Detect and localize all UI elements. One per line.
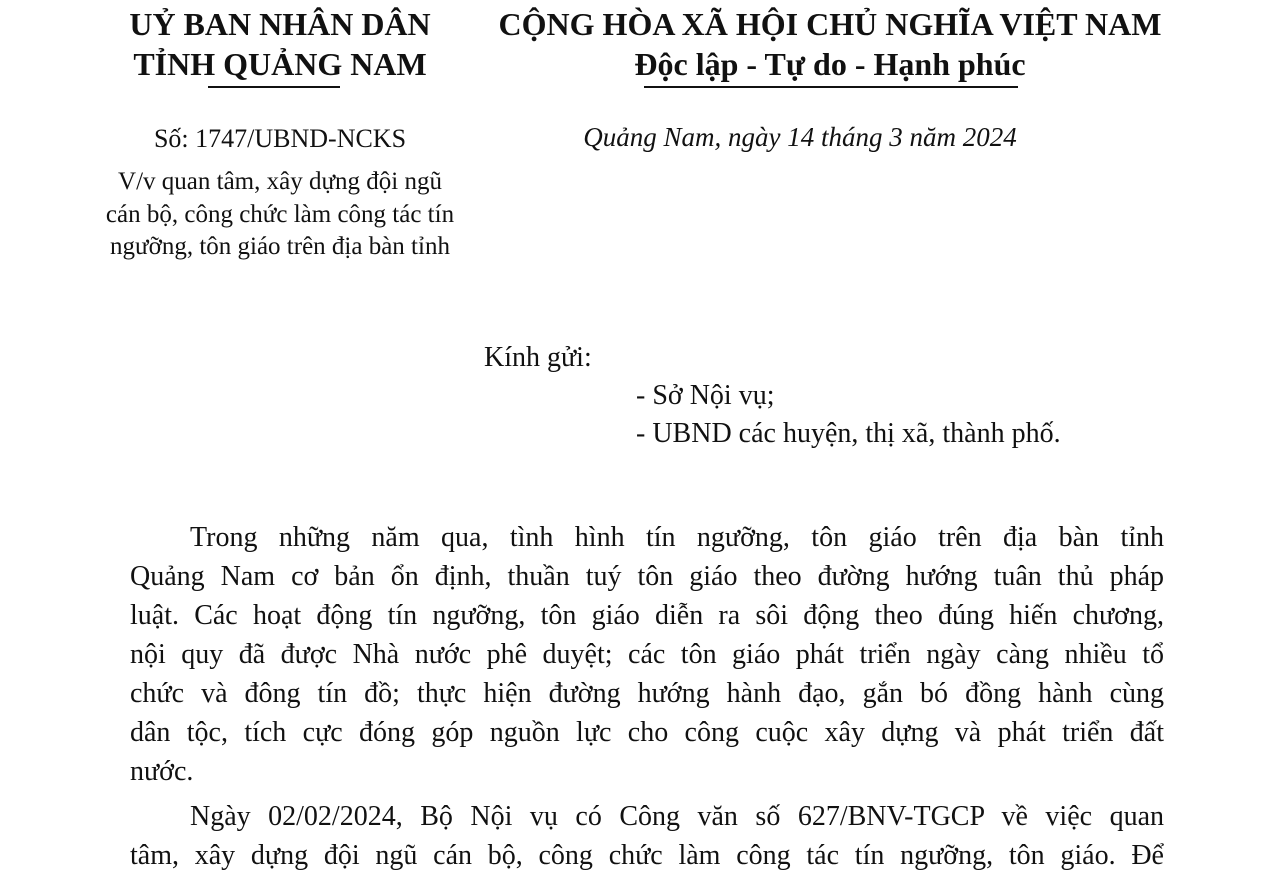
- subject-line-3: ngưỡng, tôn giáo trên địa bàn tỉnh: [110, 233, 450, 260]
- body-paragraph-2-line: tâm, xây dựng đội ngũ cán bộ, công chức làm công tác tín ngưỡng, tôn giáo. Để: [130, 840, 1164, 871]
- body-paragraph-1-line: Trong những năm qua, tình hình tín ngưỡng, tôn giáo trên địa bàn tỉnh: [190, 522, 1164, 553]
- subject-line-2: cán bộ, công chức làm công tác tín: [105, 201, 455, 228]
- place-date: Quảng Nam, ngày 14 tháng 3 năm 2024: [583, 122, 1017, 152]
- recipients-label: Kính gửi:: [484, 342, 592, 373]
- nation-title: CỘNG HÒA XÃ HỘI CHỦ NGHĨA VIỆT NAM: [498, 6, 1162, 42]
- body-paragraph-1-line: dân tộc, tích cực đóng góp nguồn lực cho công cuộc xây dựng và phát triển đất: [130, 717, 1164, 748]
- motto-underline: [644, 86, 1018, 88]
- body-paragraph-1-line: nội quy đã được Nhà nước phê duyệt; các tôn giáo phát triển ngày càng nhiều tổ: [130, 639, 1164, 670]
- body-paragraph-2-line: Ngày 02/02/2024, Bộ Nội vụ có Công văn số 627/BNV-TGCP về việc quan: [190, 801, 1164, 832]
- body-paragraph-1-line: chức và đông tín đồ; thực hiện đường hướng hành đạo, gắn bó đồng hành cùng: [130, 678, 1164, 709]
- recipient-item: - Sở Nội vụ;: [636, 380, 775, 411]
- recipient-item: - UBND các huyện, thị xã, thành phố.: [636, 418, 1061, 449]
- subject-line-1: V/v quan tâm, xây dựng đội ngũ: [118, 168, 442, 195]
- body-paragraph-1-line: Quảng Nam cơ bản ổn định, thuần tuý tôn giáo theo đường hướng tuân thủ pháp: [130, 561, 1164, 592]
- nation-motto: Độc lập - Tự do - Hạnh phúc: [634, 46, 1026, 82]
- body-paragraph-1-line: luật. Các hoạt động tín ngưỡng, tôn giáo diễn ra sôi động theo đúng hiến chương,: [130, 600, 1164, 631]
- document-number: Số: 1747/UBND-NCKS: [153, 124, 407, 153]
- body-paragraph-1-line: nước.: [130, 756, 194, 787]
- agency-name-line2: TỈNH QUẢNG NAM: [133, 46, 427, 82]
- agency-name-line1: UỶ BAN NHÂN DÂN: [129, 6, 431, 42]
- agency-underline: [208, 86, 340, 88]
